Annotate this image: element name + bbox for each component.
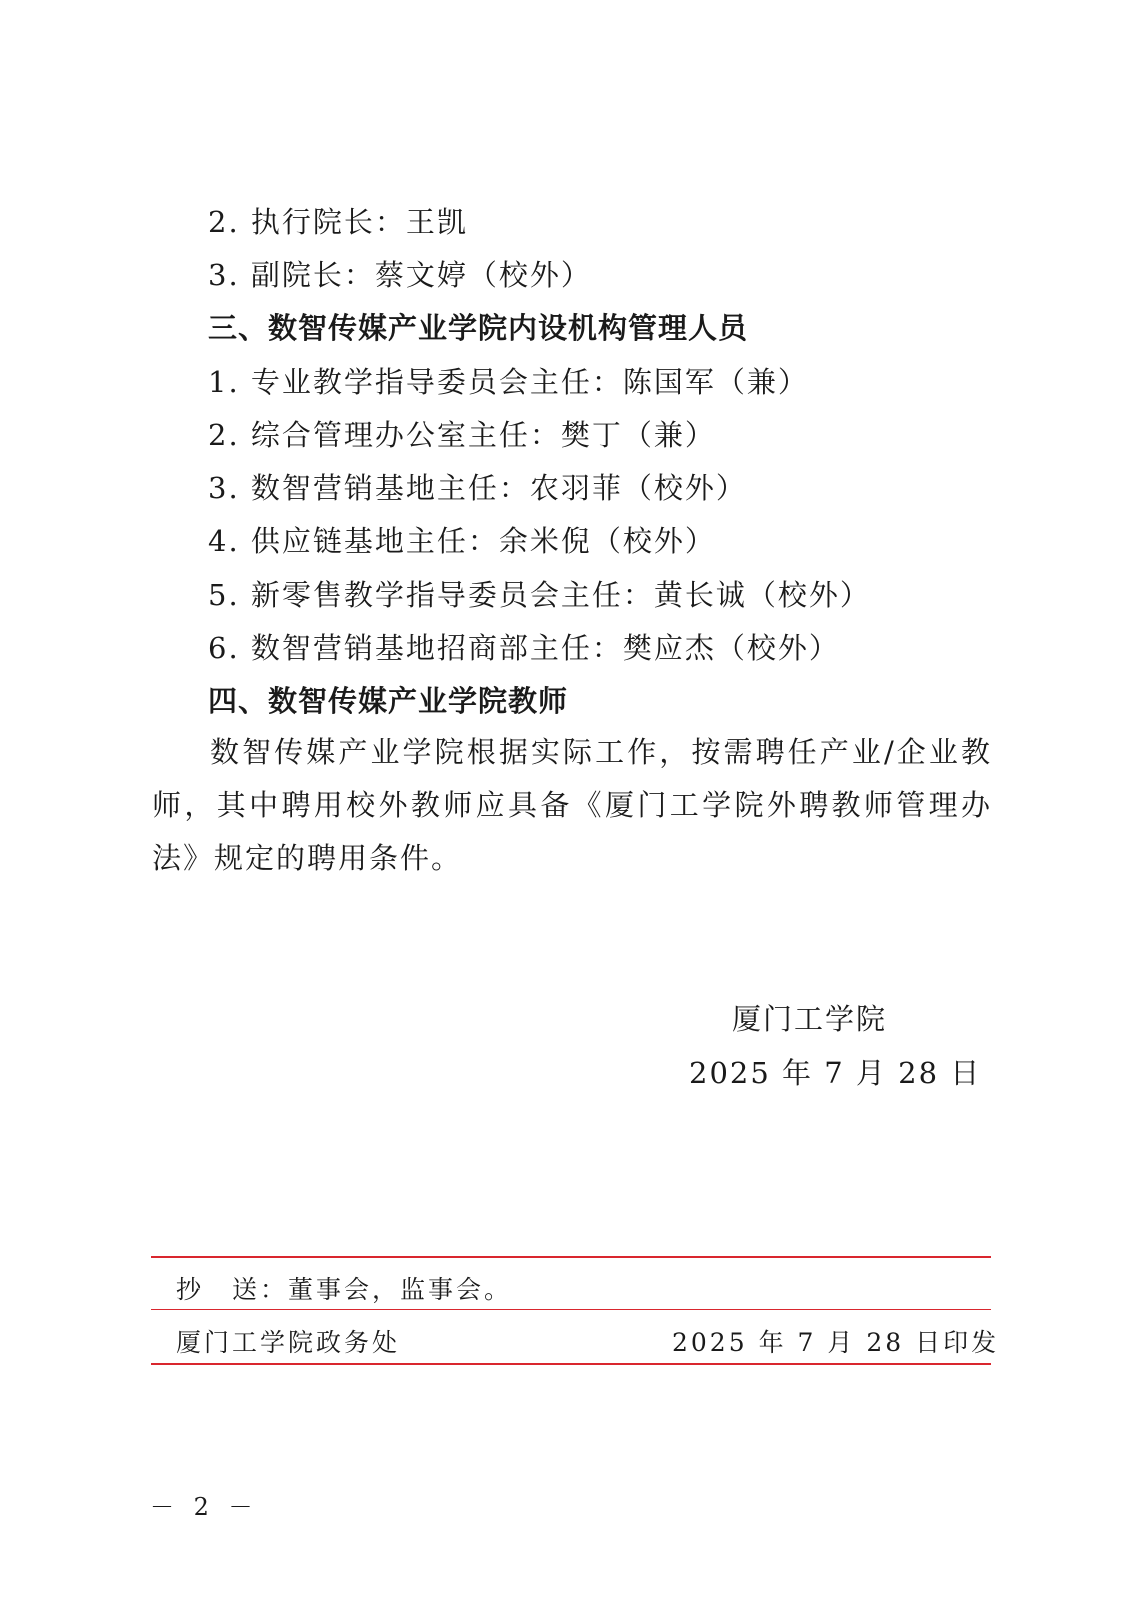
footer-rule-middle [151, 1309, 991, 1310]
issuer: 厦门工学院政务处 [176, 1328, 401, 1357]
cc-line [176, 1270, 512, 1306]
signature-date: 2025 年 7 月 28 日 [689, 1056, 982, 1090]
section-heading-4: 四、数智传媒产业学院教师 [208, 684, 569, 718]
section-heading-3: 三、数智传媒产业学院内设机构管理人员 [208, 311, 749, 345]
issue-date: 2025 年 7 月 28 日印发 [672, 1328, 1000, 1357]
list-item: 1. 专业教学指导委员会主任：陈国军（兼） [208, 365, 809, 399]
list-item: 4. 供应链基地主任：余米倪（校外） [208, 524, 716, 558]
list-item-executive-dean: 2. 执行院长：王凯 [208, 205, 468, 239]
cc-value: 董事会，监事会。 [288, 1275, 513, 1304]
list-item-vice-dean: 3. 副院长：蔡文婷（校外） [208, 258, 592, 292]
page-number: － 2 － [150, 1493, 259, 1521]
list-item: 2. 综合管理办公室主任：樊丁（兼） [208, 418, 716, 452]
footer-rule-top [151, 1256, 991, 1258]
list-item: 6. 数智营销基地招商部主任：樊应杰（校外） [208, 631, 840, 665]
list-item: 5. 新零售教学指导委员会主任：黄长诚（校外） [208, 578, 871, 612]
signature-org: 厦门工学院 [732, 1002, 888, 1036]
list-item: 3. 数智营销基地主任：农羽菲（校外） [208, 471, 747, 505]
teacher-paragraph: 数智传媒产业学院根据实际工作，按需聘任产业/企业教师，其中聘用校外教师应具备《厦门工学院外聘教师管理办法》规定的聘用条件。 [152, 735, 992, 875]
footer-rule-bottom [151, 1363, 991, 1365]
cc-label: 抄 送： [176, 1275, 289, 1304]
